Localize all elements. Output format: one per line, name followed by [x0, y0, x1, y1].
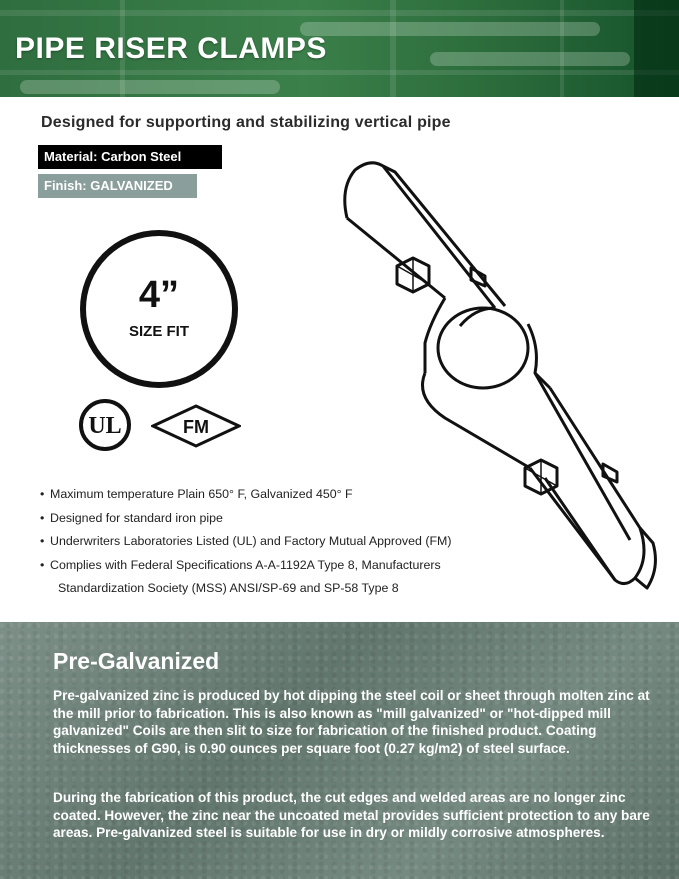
ul-logo-text: UL [88, 413, 122, 439]
material-badge: Material: Carbon Steel [38, 145, 222, 169]
section-title: Pre-Galvanized [53, 648, 220, 674]
riser-clamp-illustration [335, 148, 665, 598]
size-fit-badge [80, 230, 238, 388]
banner-pipe [20, 80, 280, 94]
size-label: SIZE FIT [129, 323, 189, 340]
banner-pipe [300, 22, 600, 36]
fm-logo-icon [151, 404, 241, 448]
banner-beam [0, 10, 679, 16]
fm-logo-text: FM [183, 417, 209, 437]
feature-item: • Maximum temperature Plain 650° F, Galvanized 450° F [40, 486, 560, 510]
feature-item: • Complies with Federal Specifications A-A-1192A Type 8, Manufacturers [40, 557, 560, 581]
section-paragraph: During the fabrication of this product, the cut edges and welded areas are no longer zinc coated. However, the zinc near the uncoated metal provides sufficient protection to any bare areas. Pre-galvanized steel is suitable for use in dry or mildly corrosive atmospheres. [53, 790, 650, 841]
header-banner [0, 0, 679, 97]
feature-item-continuation: Standardization Society (MSS) ANSI/SP-69 and SP-58 Type 8 [58, 581, 399, 595]
pre-galvanized-section [0, 622, 679, 879]
banner-pipe [430, 52, 630, 66]
ul-logo-icon [78, 398, 132, 452]
feature-item: • Underwriters Laboratories Listed (UL) and Factory Mutual Approved (FM) [40, 533, 560, 557]
banner-beam [0, 70, 679, 75]
section-paragraph: Pre-galvanized zinc is produced by hot dipping the steel coil or sheet through molten zinc at the mill prior to fabrication. This is also known as "mill galvanized" or "hot-dipped mill galvanized" Coils are then slit to size for fabrication of the finished product. Coating thicknesses of G90, is 0.90 ounces per square foot (0.27 kg/m2) of steel surface. [53, 688, 650, 756]
feature-item: • Designed for standard iron pipe [40, 510, 560, 534]
banner-shade [634, 0, 679, 97]
page-title: PIPE RISER CLAMPS [15, 32, 327, 65]
banner-beam [390, 0, 396, 97]
size-value: 4” [138, 274, 180, 316]
subtitle: Designed for supporting and stabilizing vertical pipe [41, 114, 451, 131]
finish-badge: Finish: GALVANIZED [38, 174, 197, 198]
banner-beam [560, 0, 564, 97]
